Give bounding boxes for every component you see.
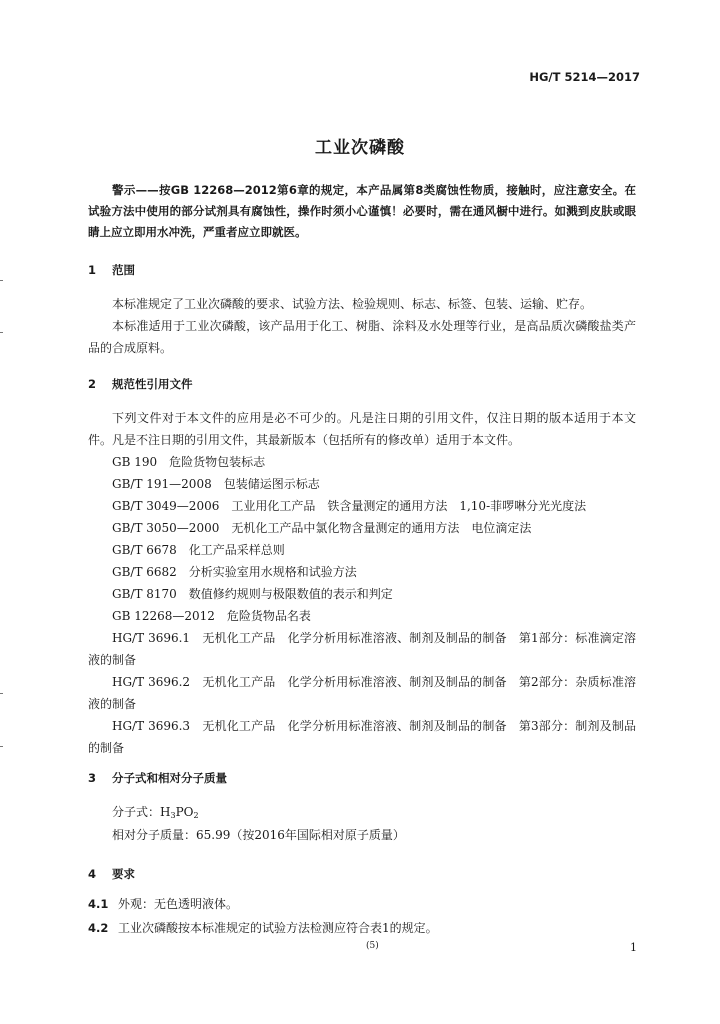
section-1-heading <box>88 262 135 278</box>
formula-label: 分子式： <box>112 805 161 819</box>
formula-o-subscript: 2 <box>193 811 199 820</box>
requirement-4-1 <box>88 895 238 912</box>
reference-item: HG/T 3696.2 无机化工产品 化学分析用标准溶液、制剂及制品的制备 第2部分：杂质标准溶液的制备 <box>88 675 636 711</box>
reference-item: GB/T 6678 化工产品采样总则 <box>112 543 285 557</box>
clause-number: 4.2 <box>88 921 109 935</box>
scan-edge-mark <box>0 280 3 281</box>
section-number: 3 <box>88 771 97 785</box>
formula-h-subscript: 3 <box>170 811 176 820</box>
scan-edge-mark <box>0 693 3 694</box>
section-1-para-2: 本标准适用于工业次磷酸，该产品用于化工、树脂、涂料及水处理等行业，是高品质次磷酸盐类产品的合成原料。 <box>88 319 636 355</box>
reference-item: GB/T 3050—2000 无机化工产品中氯化物含量测定的通用方法 电位滴定法 <box>112 521 532 535</box>
reference-item: GB/T 8170 数值修约规则与极限数值的表示和判定 <box>112 587 393 601</box>
section-number: 1 <box>88 263 97 277</box>
section-title: 要求 <box>112 867 135 881</box>
document-title: 工业次磷酸 <box>315 138 405 158</box>
reference-item: GB 190 危险货物包装标志 <box>112 455 266 469</box>
section-3-heading <box>88 770 227 786</box>
section-title: 范围 <box>112 263 135 277</box>
section-2-intro: 下列文件对于本文件的应用是必不可少的。凡是注日期的引用文件，仅注日期的版本适用于本文件。凡是不注日期的引用文件，其最新版本（包括所有的修改单）适用于本文件。 <box>88 411 636 447</box>
standard-number: HG/T 5214—2017 <box>529 70 640 84</box>
reference-item: GB/T 191—2008 包装储运图示标志 <box>112 477 320 491</box>
section-title: 分子式和相对分子质量 <box>112 771 227 785</box>
molecular-mass: 相对分子质量：65.99（按2016年国际相对原子质量） <box>112 828 405 842</box>
requirement-4-2 <box>88 919 438 936</box>
warning-paragraph: 警示——按GB 12268—2012第6章的规定，本产品属第8类腐蚀性物质，接触时，应注意安全。在试验方法中使用的部分试剂具有腐蚀性，操作时须小心谨慎！必要时，需在通风橱中进行。如溅到皮肤或眼睛上应立即用水冲洗，严重者应立即就医。 <box>88 183 636 239</box>
formula-p: PO <box>175 805 194 819</box>
formula-h: H <box>160 805 171 819</box>
reference-item: GB/T 3049—2006 工业用化工产品 铁含量测定的通用方法 1,10-菲啰啉分光光度法 <box>112 499 587 513</box>
section-title: 规范性引用文件 <box>112 377 193 391</box>
section-4-heading <box>88 866 135 882</box>
footer-center-mark: (5) <box>366 941 379 951</box>
reference-item: HG/T 3696.3 无机化工产品 化学分析用标准溶液、制剂及制品的制备 第3部分：制剂及制品的制备 <box>88 719 636 755</box>
section-number: 4 <box>88 867 97 881</box>
clause-text: 外观：无色透明液体。 <box>118 897 239 911</box>
clause-text: 工业次磷酸按本标准规定的试验方法检测应符合表1的规定。 <box>118 921 438 935</box>
page-number: 1 <box>630 941 637 954</box>
section-2-heading <box>88 376 193 392</box>
reference-item: HG/T 3696.1 无机化工产品 化学分析用标准溶液、制剂及制品的制备 第1部分：标准滴定溶液的制备 <box>88 631 636 667</box>
scan-edge-mark <box>0 746 3 747</box>
reference-item: GB 12268—2012 危险货物品名表 <box>112 609 311 623</box>
reference-item: GB/T 6682 分析实验室用水规格和试验方法 <box>112 565 357 579</box>
molecular-formula <box>112 803 199 820</box>
clause-number: 4.1 <box>88 897 109 911</box>
section-1-para-1: 本标准规定了工业次磷酸的要求、试验方法、检验规则、标志、标签、包装、运输、贮存。 <box>112 297 593 311</box>
scan-edge-mark <box>0 332 3 333</box>
section-number: 2 <box>88 377 97 391</box>
